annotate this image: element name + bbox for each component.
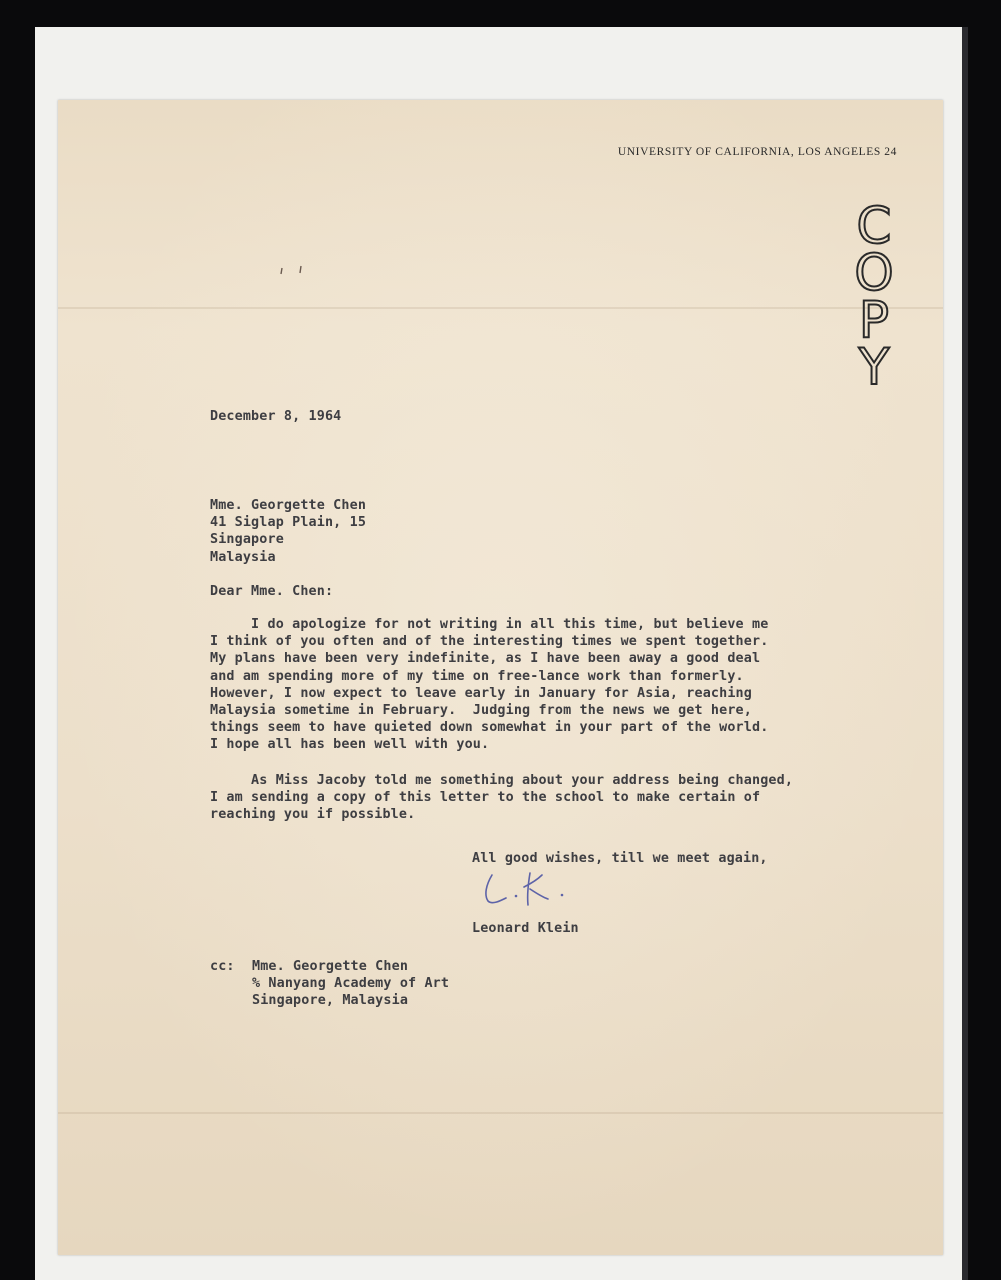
cc-line: Mme. Georgette Chen: [252, 959, 409, 974]
fold-line: [58, 307, 943, 309]
letterhead: UNIVERSITY OF CALIFORNIA, LOS ANGELES 24: [617, 146, 897, 158]
copy-stamp-letter: O: [854, 244, 894, 302]
paper-specks: [278, 264, 308, 284]
cc-label: cc:: [210, 959, 235, 974]
salutation: Dear Mme. Chen:: [210, 584, 334, 599]
fold-line: [58, 1112, 943, 1114]
body-line: I hope all has been well with you.: [210, 737, 490, 753]
handwritten-signature: [478, 865, 598, 915]
cc-recipient: [252, 958, 449, 1010]
body-paragraph: [210, 616, 768, 754]
address-line: Mme. Georgette Chen: [210, 498, 367, 513]
body-line: things seem to have quieted down somewhat in your part of the world.: [210, 720, 769, 736]
letter-page: [58, 100, 943, 1255]
body-line: My plans have been very indefinite, as I have been away a good deal: [210, 651, 761, 667]
body-line: Malaysia sometime in February. Judging from the news we get here,: [210, 703, 752, 719]
body-paragraph: [210, 772, 793, 824]
address-line: Singapore: [210, 532, 284, 548]
body-line: reaching you if possible.: [210, 807, 416, 823]
body-line: and am spending more of my time on free-lance work than formerly.: [210, 668, 744, 684]
copy-stamp-letter: C: [856, 197, 892, 255]
recipient-address: [210, 497, 366, 566]
body-line: However, I now expect to leave early in January for Asia, reaching: [210, 685, 752, 701]
address-line: Malaysia: [210, 549, 276, 565]
body-line: I think of you often and of the interesting times we spent together.: [210, 634, 769, 650]
closing: All good wishes, till we meet again,: [472, 851, 768, 866]
body-line: I do apologize for not writing in all this time, but believe me: [210, 617, 769, 632]
copy-stamp: [844, 197, 904, 396]
signer-name: Leonard Klein: [472, 921, 579, 936]
mount-edge: [962, 27, 968, 1280]
body-line: I am sending a copy of this letter to the school to make certain of: [210, 790, 761, 806]
copy-stamp-letter: P: [858, 291, 890, 349]
cc-line: Singapore, Malaysia: [252, 993, 409, 1009]
copy-stamp-letter: Y: [858, 338, 890, 396]
body-line: As Miss Jacoby told me something about your address being changed,: [210, 773, 794, 788]
letter-date: December 8, 1964: [210, 409, 342, 424]
address-line: 41 Siglap Plain, 15: [210, 515, 367, 531]
cc-line: % Nanyang Academy of Art: [252, 976, 450, 992]
